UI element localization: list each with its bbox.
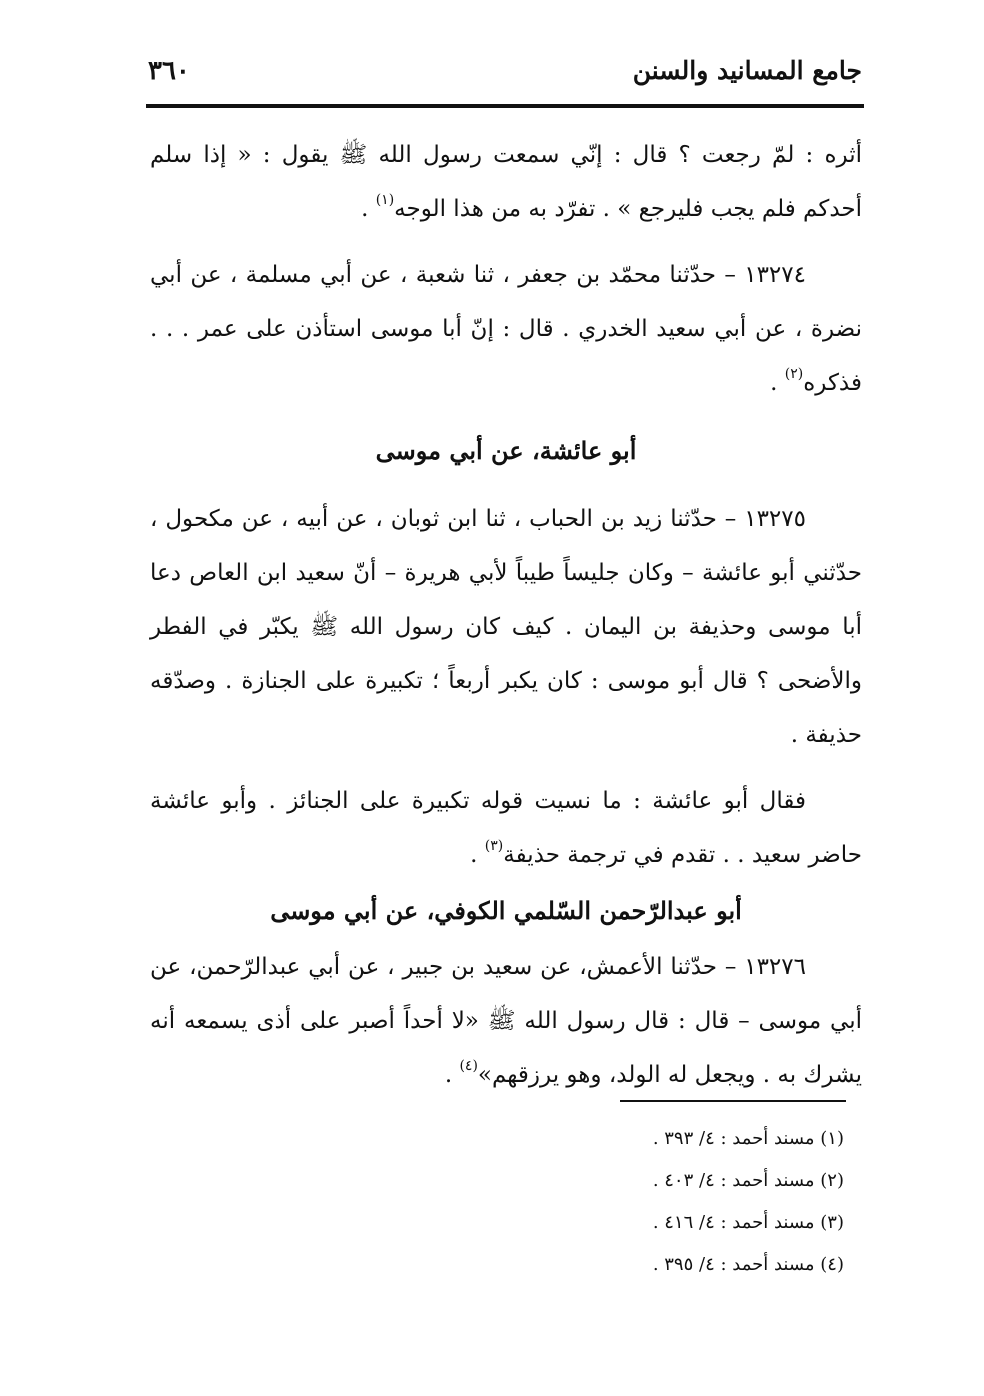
commentary-tail: . (470, 842, 485, 868)
footnotes (544, 1118, 844, 1286)
footnote-ref-3: (٣) (484, 838, 504, 854)
footnote-1: (١) مسند أحمد : ٤/ ٣٩٣ . (652, 1128, 844, 1149)
section-heading-abu-aisha: أبو عائشة، عن أبي موسى (375, 436, 637, 465)
book-title: جامع المسانيد والسنن (632, 56, 862, 85)
hadith-13274-text: ١٣٢٧٤ – حدّثنا محمّد بن جعفر ، ثنا شعبة ، عن أبي مسلمة ، عن أبي نضرة ، عن أبي سعيد الخدري . قال : إنّ أبا موسى استأذن على عمر . . . فذكره (150, 262, 862, 396)
footnote-4: (٤) مسند أحمد : ٤/ ٣٩٥ . (652, 1254, 844, 1275)
footnote-3: (٣) مسند أحمد : ٤/ ٤١٦ . (652, 1212, 844, 1233)
hadith-13275 (150, 492, 862, 762)
main-text (150, 128, 862, 1102)
paragraph-1-tail: . (361, 196, 376, 222)
footnote-ref-2: (٢) (784, 366, 804, 382)
hadith-13276-text: ١٣٢٧٦ – حدّثنا الأعمش، عن سعيد بن جبير ، عن أبي عبدالرّحمن، عن أبي موسى – قال : قال رسول الله ﷺ «لا أحداً أصبر على أذى يسمعه أنه يشرك به . ويجعل له الولد، وهو يرزقهم» (150, 954, 862, 1088)
paragraph-1-text: أثره : لمّ رجعت ؟ قال : إنّي سمعت رسول الله ﷺ يقول : « إذا سلم أحدكم فلم يجب فليرجع » . تفرّد به من هذا الوجه (150, 142, 862, 222)
header-divider (146, 104, 864, 108)
footnote-2: (٢) مسند أحمد : ٤/ ٤٠٣ . (652, 1170, 844, 1191)
hadith-13274 (150, 248, 862, 410)
footnote-ref-4: (٤) (459, 1058, 478, 1074)
section-heading-abu-abdulrahman: أبو عبدالرّحمن السّلمي الكوفي، عن أبي موسى (270, 896, 742, 925)
page-header (148, 56, 862, 96)
page-number: ٣٦٠ (148, 56, 190, 86)
commentary-paragraph (150, 774, 862, 882)
paragraph-1 (150, 128, 862, 236)
hadith-13274-tail: . (770, 370, 785, 396)
commentary-text: فقال أبو عائشة : ما نسيت قوله تكبيرة على الجنائز . وأبو عائشة حاضر سعيد . . تقدم في ترجمة حذيفة (150, 788, 862, 868)
hadith-13276-tail: . (444, 1062, 460, 1088)
footnote-ref-1: (١) (375, 192, 395, 208)
hadith-13275-text: ١٣٢٧٥ – حدّثنا زيد بن الحباب ، ثنا ابن ثوبان ، عن أبيه ، عن مكحول ، حدّثني أبو عائشة – وكان جليساً طيباً لأبي هريرة – أنّ سعيد ابن العاص دعا أبا موسى وحذيفة بن اليمان . كيف كان رسول الله ﷺ يكبّر في الفطر والأضحى ؟ قال أبو موسى : كان يكبر أربعاً ؛ تكبيرة على الجنازة . وصدّقه حذيفة . (150, 506, 862, 748)
hadith-13276 (150, 940, 862, 1102)
footnote-divider (620, 1100, 846, 1102)
